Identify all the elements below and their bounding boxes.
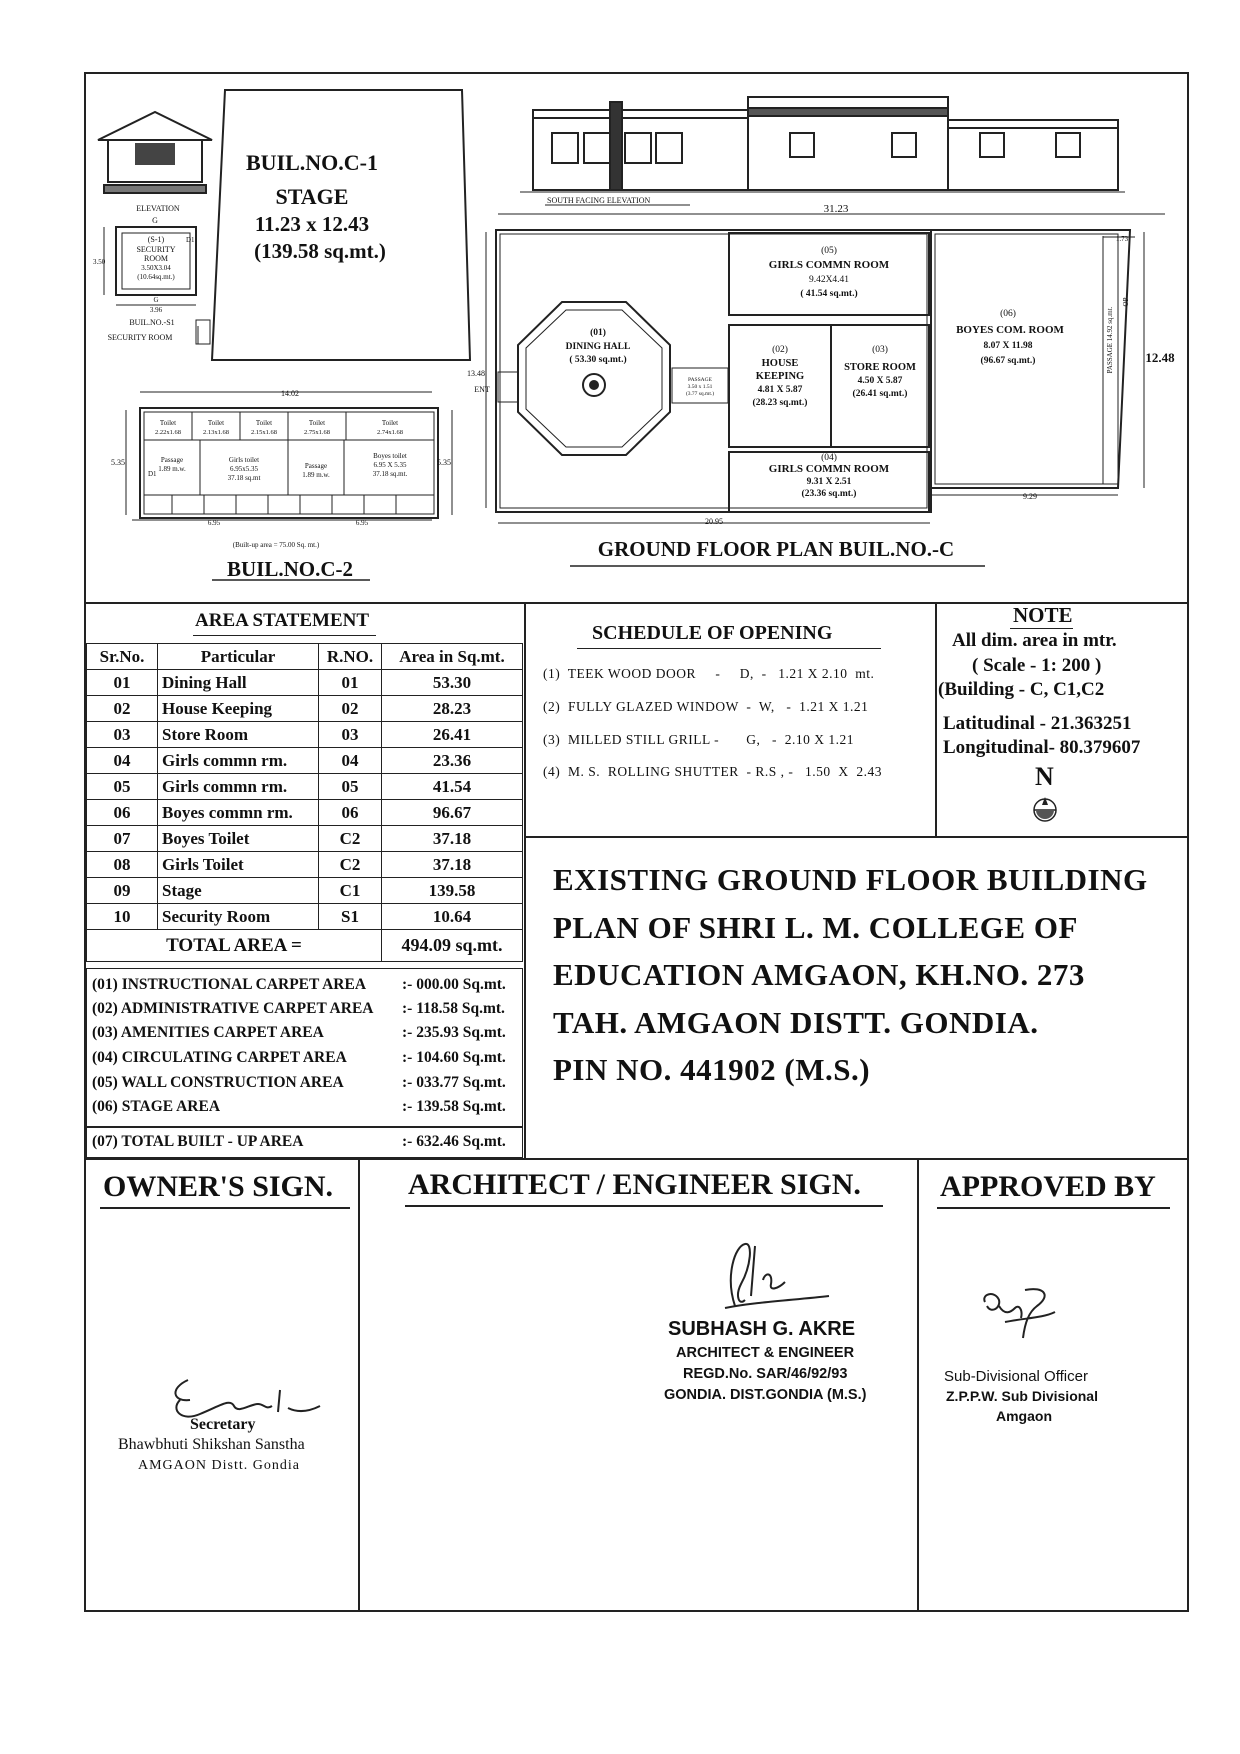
c2-toilet-3-dims: 2.15x1.68 [251, 429, 277, 436]
c2-boys-toilet-name: Boyes toilet [373, 452, 407, 460]
c2-toilet-1-dims: 2.22x1.68 [155, 429, 181, 436]
girls-room-5-no: (05) [821, 246, 837, 256]
c2-toilet-3-name: Toilet [255, 419, 273, 427]
girls-room-4-no: (04) [821, 453, 837, 463]
total-area-label: TOTAL AREA = [87, 930, 382, 962]
room-no: C1 [319, 878, 382, 904]
room-no: 01 [319, 670, 382, 696]
sr-no: 06 [87, 800, 158, 826]
boys-room-dims: 8.07 X 11.98 [983, 341, 1033, 351]
c2-girls-toilet-dims: 6.95x5.35 [230, 465, 258, 473]
house-keeping-area: (28.23 sq.mt.) [752, 398, 808, 408]
area-statement-header-row [87, 644, 523, 670]
gf-height-dim: 13.48 [467, 369, 485, 378]
divider-schedule-note [935, 602, 937, 836]
store-room-dims: 4.50 X 5.87 [857, 376, 903, 386]
carpet-area-4 [92, 1049, 506, 1067]
sr-no: 04 [87, 748, 158, 774]
note-line-1: All dim. area in mtr. [952, 630, 1117, 651]
approved-by-heading: APPROVED BY [940, 1170, 1156, 1203]
architect-title: ARCHITECT & ENGINEER [676, 1345, 855, 1361]
particular: Dining Hall [158, 670, 319, 696]
c2-toilet-5-name: Toilet [381, 419, 399, 427]
carpet-area-2 [92, 1000, 505, 1018]
area-value: 26.41 [382, 722, 523, 748]
security-door-label: D1 [186, 236, 195, 244]
architect-sign-heading: ARCHITECT / ENGINEER SIGN. [408, 1168, 861, 1201]
area-value: 53.30 [382, 670, 523, 696]
area-value: 37.18 [382, 826, 523, 852]
architect-heading-underline [405, 1205, 883, 1207]
particular: Girls commn rm. [158, 748, 319, 774]
approver-stamp-line-3: Amgaon [996, 1408, 1052, 1424]
area-statement-table [86, 643, 523, 962]
security-room-area: (10.64sq.mt.) [137, 273, 175, 281]
total-built-up-label: (07) TOTAL BUILT - UP AREA [92, 1133, 304, 1150]
particular: Store Room [158, 722, 319, 748]
security-room-dims: 3.50X3.04 [141, 264, 171, 272]
south-facing-elevation [520, 97, 1125, 192]
house-keeping-no: (02) [772, 345, 788, 355]
room-no: 02 [319, 696, 382, 722]
c2-side-dim-left: 5.35 [111, 458, 125, 467]
girls-room-4-area: (23.36 sq.mt.) [801, 489, 857, 499]
gf-passage-area: (3.77 sq.mt.) [685, 391, 715, 397]
gf-passage-right: PASSAGE 14.92 sq.mt. [1106, 306, 1114, 374]
house-keeping-name-2: KEEPING [755, 371, 805, 382]
owner-sign-heading: OWNER'S SIGN. [103, 1170, 334, 1203]
sr-no: 03 [87, 722, 158, 748]
stage-name: STAGE [275, 184, 349, 209]
c2-boys-toilet-dims: 6.95 X 5.35 [373, 461, 407, 469]
c2-passage-left-dims: 1.89 m.w. [158, 465, 186, 473]
carpet-area-value: :- 235.93 Sq.mt. [402, 1024, 506, 1041]
carpet-area-1 [92, 976, 506, 994]
area-value: 28.23 [382, 696, 523, 722]
c2-toilet-4-name: Toilet [308, 419, 326, 427]
table-row [87, 722, 523, 748]
gf-passage-dims: 3.50 x 1.51 [687, 384, 713, 390]
c2-side-dim-right: 5.35 [437, 458, 451, 467]
project-title-line-3: EDUCATION AMGAON, KH.NO. 273 [553, 957, 1085, 992]
house-keeping-dims: 4.81 X 5.87 [757, 385, 803, 395]
architect-signature-icon [705, 1236, 835, 1326]
carpet-area-label: (05) WALL CONSTRUCTION AREA [92, 1074, 344, 1091]
sr-no: 05 [87, 774, 158, 800]
store-room-area: (26.41 sq.mt.) [852, 389, 908, 399]
carpet-area-label: (03) AMENITIES CARPET AREA [92, 1024, 324, 1041]
total-area-row [87, 930, 523, 962]
note-title: NOTE [1013, 603, 1073, 627]
project-title-line-4: TAH. AMGAON DISTT. GONDIA. [553, 1005, 1039, 1040]
architect-address: GONDIA. DIST.GONDIA (M.S.) [664, 1387, 867, 1403]
c2-toilet-1-name: Toilet [159, 419, 177, 427]
schedule-title: SCHEDULE OF OPENING [592, 622, 833, 644]
sr-no: 02 [87, 696, 158, 722]
carpet-area-3 [92, 1024, 506, 1042]
table-row [87, 904, 523, 930]
ground-floor-caption: GROUND FLOOR PLAN BUIL.NO.-C [597, 537, 955, 561]
divider-area-schedule [524, 602, 526, 1158]
c2-passage-right-dims: 1.89 m.w. [302, 471, 330, 479]
carpet-area-label: (01) INSTRUCTIONAL CARPET AREA [92, 976, 367, 993]
house-keeping-name-1: HOUSE [761, 358, 799, 369]
north-arrow-icon [1030, 795, 1060, 825]
header-r-no: R.NO. [319, 644, 382, 670]
girls-room-5-name: GIRLS COMMN ROOM [768, 259, 890, 271]
c2-toilet-2-name: Toilet [207, 419, 225, 427]
girls-room-4-name: GIRLS COMMN ROOM [768, 463, 890, 475]
sr-no: 09 [87, 878, 158, 904]
c2-caption: BUIL.NO.C-2 [226, 557, 354, 581]
room-no: 03 [319, 722, 382, 748]
carpet-area-label: (06) STAGE AREA [92, 1098, 221, 1115]
table-row [87, 748, 523, 774]
gf-right-top-dim: 1.73 [1115, 235, 1129, 243]
c2-bottom-dim-left: 6.95 [207, 519, 221, 527]
area-value: 37.18 [382, 852, 523, 878]
area-value: 10.64 [382, 904, 523, 930]
area-value: 23.36 [382, 748, 523, 774]
divider-owner-architect [358, 1158, 360, 1612]
dining-hall-name: DINING HALL [565, 342, 631, 352]
gf-op-label: OP [1122, 297, 1130, 307]
project-title-line-2: PLAN OF SHRI L. M. COLLEGE OF [553, 910, 1078, 945]
north-label: N [1035, 762, 1054, 791]
security-bottom-grill: G [153, 296, 159, 304]
architect-name: SUBHASH G. AKRE [668, 1318, 856, 1340]
note-title-underline [1010, 628, 1073, 629]
girls-room-5-dims: 9.42X4.41 [808, 275, 850, 285]
table-row [87, 696, 523, 722]
owner-heading-underline [100, 1207, 350, 1209]
room-no: C2 [319, 852, 382, 878]
stage-dims: 11.23 x 12.43 [254, 212, 370, 236]
boys-room-no: (06) [1000, 309, 1016, 319]
security-building-no: BUIL.NO.-S1 [129, 318, 175, 327]
elevation-caption: SOUTH FACING ELEVATION [547, 196, 651, 205]
owner-stamp-line-2: Bhawbhuti Shikshan Sanstha [118, 1436, 305, 1453]
stage-area: (139.58 sq.mt.) [254, 239, 386, 263]
room-no: C2 [319, 826, 382, 852]
divider-schedule-title [524, 836, 1189, 838]
header-particular: Particular [158, 644, 319, 670]
girls-room-4-dims: 9.31 X 2.51 [806, 477, 852, 487]
project-title-line-1: EXISTING GROUND FLOOR BUILDING [553, 862, 1148, 897]
total-area-value: 494.09 sq.mt. [382, 930, 523, 962]
c2-door-label: D1 [148, 470, 157, 478]
c2-top-dim: 14.02 [281, 389, 299, 398]
security-elevation-label: ELEVATION [136, 204, 180, 213]
carpet-area-5 [92, 1074, 506, 1092]
carpet-area-value: :- 139.58 Sq.mt. [402, 1098, 506, 1115]
c2-bottom-dim-right: 6.95 [355, 519, 369, 527]
carpet-area-6 [92, 1098, 506, 1116]
note-latitude: Latitudinal - 21.363251 [943, 713, 1132, 734]
area-statement-title: AREA STATEMENT [195, 610, 370, 631]
header-sr-no: Sr.No. [87, 644, 158, 670]
c2-toilet-2-dims: 2.13x1.68 [203, 429, 229, 436]
total-built-up-value: :- 632.46 Sq.mt. [402, 1133, 506, 1150]
c2-girls-toilet-name: Girls toilet [228, 456, 260, 464]
approved-heading-underline [937, 1207, 1170, 1209]
area-value: 139.58 [382, 878, 523, 904]
gf-bottom-dim: 20.95 [705, 517, 723, 526]
note-line-2: ( Scale - 1: 200 ) [972, 655, 1102, 676]
carpet-area-label: (04) CIRCULATING CARPET AREA [92, 1049, 347, 1066]
project-title-line-5: PIN NO. 441902 (M.S.) [553, 1052, 871, 1087]
girls-room-5-area: ( 41.54 sq.mt.) [800, 289, 858, 299]
gf-entry-label: ENT [474, 385, 490, 394]
carpet-area-value: :- 033.77 Sq.mt. [402, 1074, 506, 1091]
divider-tables-signatures [84, 1158, 1189, 1160]
schedule-item-3: (3) MILLED STILL GRILL - G, - 2.10 X 1.21 [543, 732, 854, 747]
area-value: 41.54 [382, 774, 523, 800]
owner-stamp-line-3: AMGAON Distt. Gondia [138, 1458, 300, 1473]
owner-stamp-line-1: Secretary [190, 1416, 256, 1433]
particular: Girls commn rm. [158, 774, 319, 800]
c2-passage-right-name: Passage [304, 462, 328, 470]
particular: House Keeping [158, 696, 319, 722]
particular: Security Room [158, 904, 319, 930]
boys-room-name: BOYES COM. ROOM [956, 324, 1064, 336]
sr-no: 07 [87, 826, 158, 852]
schedule-item-1: (1) TEEK WOOD DOOR - D, - 1.21 X 2.10 mt. [543, 666, 875, 681]
room-no: S1 [319, 904, 382, 930]
header-area: Area in Sq.mt. [382, 644, 523, 670]
schedule-item-4: (4) M. S. ROLLING SHUTTER - R.S , - 1.50 X 2.43 [543, 764, 882, 779]
security-caption: SECURITY ROOM [107, 333, 173, 342]
table-row [87, 826, 523, 852]
stage-building-no: BUIL.NO.C-1 [245, 150, 379, 175]
approver-stamp-line-1: Sub-Divisional Officer [944, 1368, 1088, 1385]
security-width-dim: 3.96 [149, 306, 163, 314]
c2-girls-toilet-area: 37.18 sq.mt [227, 474, 261, 482]
note-longitude: Longitudinal- 80.379607 [943, 737, 1141, 758]
architect-registration: REGD.No. SAR/46/92/93 [683, 1366, 848, 1382]
security-grill-label: G [152, 216, 158, 225]
sr-no: 01 [87, 670, 158, 696]
security-room-name-1: SECURITY [136, 245, 176, 254]
particular: Boyes Toilet [158, 826, 319, 852]
security-room-name-2: ROOM [143, 254, 169, 263]
area-statement-title-underline [193, 635, 376, 636]
approver-signature-icon [965, 1282, 1075, 1362]
table-row [87, 774, 523, 800]
dining-hall-no: (01) [590, 328, 606, 338]
security-height-dim: 3.50 [93, 258, 106, 266]
approver-stamp-line-2: Z.P.P.W. Sub Divisional [946, 1388, 1098, 1404]
table-row [87, 852, 523, 878]
carpet-area-label: (02) ADMINISTRATIVE CARPET AREA [92, 1000, 374, 1017]
note-line-3: (Building - C, C1,C2 [938, 679, 1105, 700]
c2-toilet-5-dims: 2.74x1.68 [377, 429, 403, 436]
c2-passage-left-name: Passage [160, 456, 184, 464]
room-no: 04 [319, 748, 382, 774]
room-no: 06 [319, 800, 382, 826]
schedule-title-underline [577, 648, 881, 649]
store-room-no: (03) [872, 345, 888, 355]
store-room-name: STORE ROOM [844, 362, 916, 373]
c2-boys-toilet-area: 37.18 sq.mt. [372, 470, 408, 478]
gf-right-bottom-dim: 9.29 [1023, 492, 1037, 501]
gf-right-height: 12.48 [1145, 350, 1175, 365]
schedule-item-2: (2) FULLY GLAZED WINDOW - W, - 1.21 X 1.21 [543, 699, 869, 714]
gf-passage-label: PASSAGE [688, 377, 712, 383]
security-room-no: (S-1) [147, 235, 165, 244]
carpet-area-value: :- 118.58 Sq.mt. [402, 1000, 505, 1017]
room-no: 05 [319, 774, 382, 800]
gf-overall-width: 31.23 [823, 203, 849, 215]
sr-no: 08 [87, 852, 158, 878]
particular: Boyes commn rm. [158, 800, 319, 826]
table-row [87, 878, 523, 904]
table-row [87, 800, 523, 826]
sr-no: 10 [87, 904, 158, 930]
particular: Girls Toilet [158, 852, 319, 878]
security-room-elevation [98, 112, 212, 193]
divider-architect-approved [917, 1158, 919, 1612]
table-row [87, 670, 523, 696]
c2-built-up-area: (Built-up area = 75.00 Sq. mt.) [232, 541, 320, 549]
carpet-area-value: :- 104.60 Sq.mt. [402, 1049, 506, 1066]
total-built-up [92, 1133, 506, 1151]
c2-toilet-4-dims: 2.75x1.68 [304, 429, 330, 436]
area-value: 96.67 [382, 800, 523, 826]
carpet-area-value: :- 000.00 Sq.mt. [402, 976, 506, 993]
dining-hall-area: ( 53.30 sq.mt.) [569, 355, 627, 365]
particular: Stage [158, 878, 319, 904]
drawings-area [84, 72, 1189, 602]
boys-room-area: (96.67 sq.mt.) [980, 356, 1036, 366]
